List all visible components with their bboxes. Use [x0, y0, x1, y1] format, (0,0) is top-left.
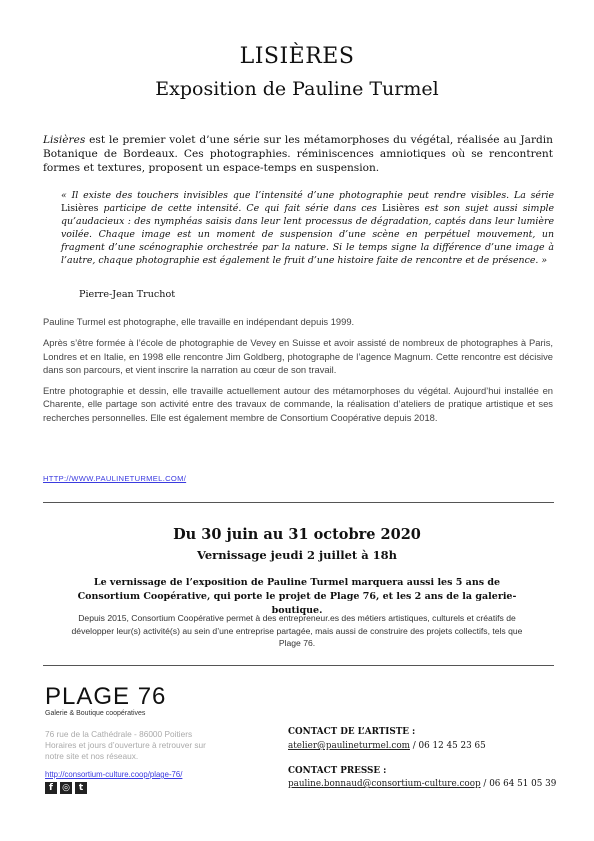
twitter-icon[interactable]: t [75, 782, 87, 794]
quote-series-name-2: Lisières [381, 203, 420, 214]
instagram-icon[interactable]: ◎ [60, 782, 72, 794]
bio-paragraph-1: Pauline Turmel est photographe, elle travaille en indépendant depuis 1999. [43, 316, 355, 327]
gallery-website-link[interactable]: http://consortium-culture.coop/plage-76/ [45, 770, 183, 779]
plage76-logo: PLAGE 76 [45, 683, 167, 710]
consortium-text: Depuis 2015, Consortium Coopérative permet à des entrepreneur.es des métiers artistiques, culturels et créatifs de développer leur(s) activité(s) au sein d’une entreprise partagée, mais aussi de construire des projets collectifs, tels que Plage 76. [71, 613, 523, 649]
intro-text: est le premier volet d’une série sur les métamorphoses du végétal, réalisée au Jardin Botanique de Bordeaux. Ces photographies. réminiscences amniotiques où se rencontrent formes et textures, proposent un espace-temps en suspension. [43, 134, 553, 174]
artist-website-link[interactable]: HTTP://WWW.PAULINETURMEL.COM/ [43, 474, 187, 483]
press-email-link[interactable]: pauline.bonnaud@consortium-culture.coop [288, 779, 481, 789]
page-subtitle: Exposition de Pauline Turmel [155, 78, 439, 100]
gallery-address: 76 rue de la Cathédrale - 86000 Poitiers Horaires et jours d’ouverture à retrouver sur notre site et nos réseaux. [45, 729, 206, 762]
anniversary-text: Le vernissage de l’exposition de Pauline Turmel marquera aussi les 5 ans de Consortium Coopérative, qui porte le projet de Plage 76, et les 2 ans de la galerie-boutique. [77, 577, 517, 616]
bio-paragraph-3: Entre photographie et dessin, elle travaille actuellement autour des métamorphoses du végétal. Aujourd’hui installée en Charente, elle partage son activité entre des travaux de commande, la réalisation d’ateliers de pratique artistique et ses recherches personnelles. Elle est également membre de Consortium Coopérative depuis 2018. [43, 385, 553, 423]
logo-subtitle: Galerie & Boutique coopératives [45, 710, 146, 717]
artist-email-link[interactable]: atelier@paulineturmel.com [288, 741, 410, 751]
quote-part-3: est son sujet aussi simple qu’audacieux : des nymphéas saisis dans leur lent processus de dégradation, captés dans leur lumière voilée. Chaque image est un moment de suspension d’une scène en perpétuel mouvement, un fragment d’une scénographie orchestrée par la nature. Si le temps signe la différence d’une image à l’autre, chaque photographie est également le fruit d’une histoire faite de rencontre et de présence. » [61, 203, 554, 266]
quote-block [61, 189, 554, 267]
social-links [45, 782, 87, 794]
press-contact-line [288, 779, 556, 789]
artist-phone: / 06 12 45 23 65 [410, 741, 486, 751]
press-phone: / 06 64 51 05 39 [480, 779, 557, 789]
divider-bottom [43, 665, 554, 666]
intro-lead: Lisières [43, 134, 86, 146]
page-title: LISIÈRES [239, 44, 355, 69]
facebook-icon[interactable]: f [45, 782, 57, 794]
artist-contact-line [288, 741, 486, 751]
artist-contact-label: CONTACT DE L’ARTISTE : [288, 727, 416, 737]
exhibition-dates: Du 30 juin au 31 octobre 2020 [173, 526, 421, 543]
press-contact-label: CONTACT PRESSE : [288, 766, 387, 776]
opening-date: Vernissage jeudi 2 juillet à 18h [196, 548, 398, 562]
quote-series-name-1: Lisières [61, 203, 99, 214]
bio-section [43, 315, 553, 432]
quote-part-1: « Il existe des touchers invisibles que l’intensité d’une photographie peut rendre visibles. La série [61, 190, 554, 201]
bio-paragraph-2: Après s’être formée à l’école de photographie de Vevey en Suisse et avoir assisté de nombreux de photographes à Paris, Londres et en Italie, en 1998 elle rencontre Jim Goldberg, photographe de l’agence Magnum. Cette rencontre est décisive dans son parcours, et vient inscrire la narration au cœur de son travail. [43, 337, 553, 375]
divider-top [43, 502, 554, 503]
quote-part-2: participe de cette intensité. Ce qui fait série dans ces [98, 203, 382, 214]
quote-author: Pierre-Jean Truchot [79, 289, 176, 300]
intro-paragraph [43, 133, 553, 175]
